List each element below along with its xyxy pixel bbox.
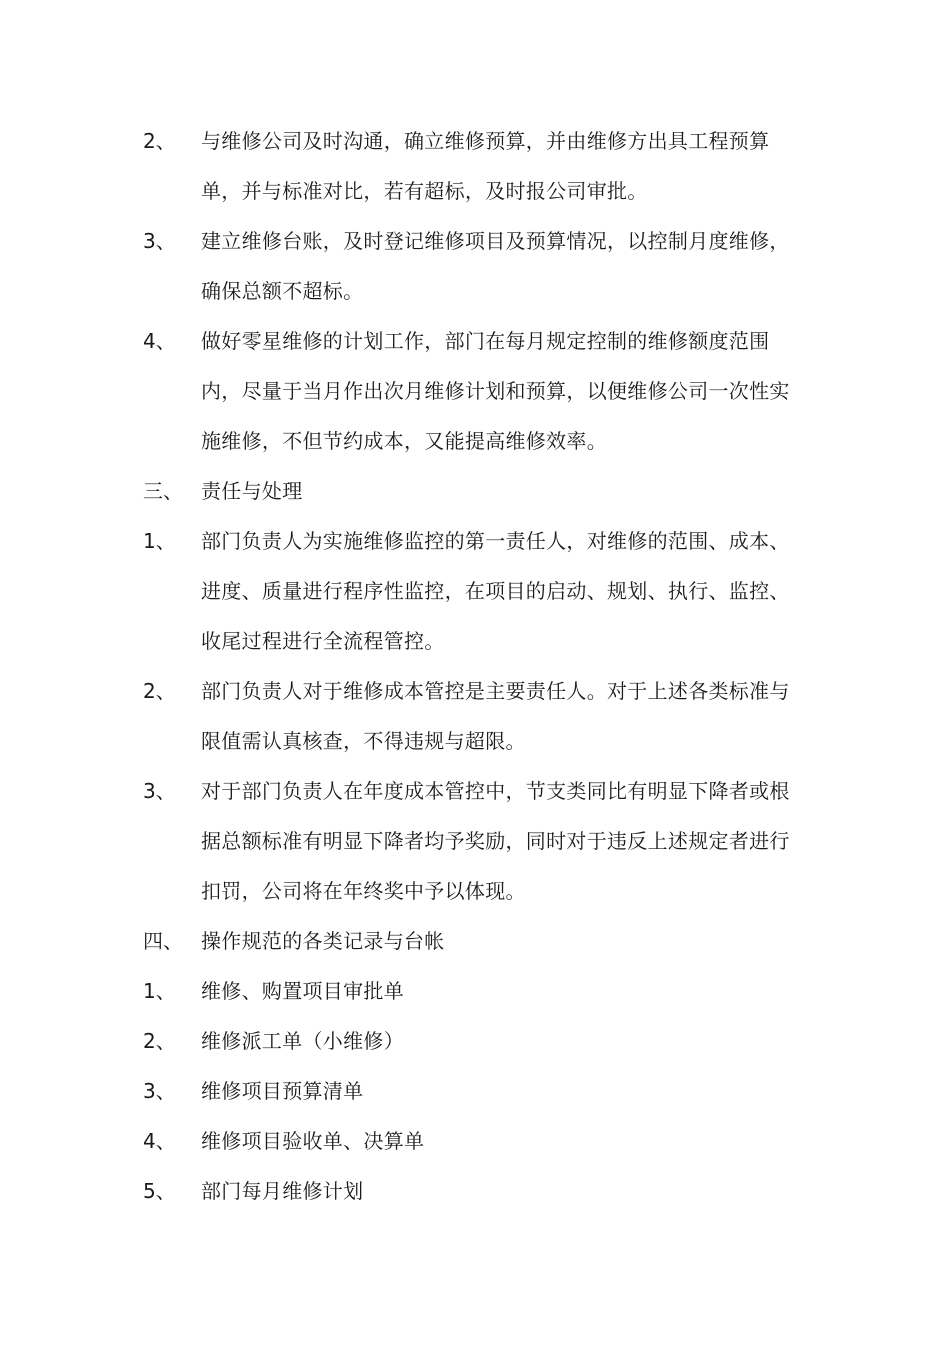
item-text: 维修项目验收单、决算单 — [201, 1129, 425, 1153]
list-item — [143, 666, 803, 766]
item-text: 部门负责人对于维修成本管控是主要责任人。对于上述各类标准与限值需认真核查，不得违规与超限。 — [201, 679, 790, 753]
item-number: 2、 — [143, 1029, 176, 1053]
section-title: 操作规范的各类记录与台帐 — [201, 929, 445, 953]
item-text: 与维修公司及时沟通，确立维修预算，并由维修方出具工程预算单，并与标准对比，若有超标，及时报公司审批。 — [201, 129, 770, 203]
list-item — [143, 1116, 803, 1166]
list-item — [143, 316, 803, 466]
section-number: 四、 — [143, 929, 183, 953]
item-text: 对于部门负责人在年度成本管控中，节支类同比有明显下降者或根据总额标准有明显下降者均予奖励，同时对于违反上述规定者进行扣罚，公司将在年终奖中予以体现。 — [201, 779, 790, 903]
item-number: 3、 — [143, 229, 176, 253]
list-item — [143, 116, 803, 216]
item-number: 1、 — [143, 979, 176, 1003]
section-number: 三、 — [143, 479, 183, 503]
list-item — [143, 766, 803, 916]
item-text: 建立维修台账，及时登记维修项目及预算情况，以控制月度维修，确保总额不超标。 — [201, 229, 790, 303]
item-number: 2、 — [143, 679, 176, 703]
list-item — [143, 1016, 803, 1066]
item-text: 部门每月维修计划 — [201, 1179, 364, 1203]
item-text: 做好零星维修的计划工作，部门在每月规定控制的维修额度范围内，尽量于当月作出次月维修计划和预算，以便维修公司一次性实施维修，不但节约成本，又能提高维修效率。 — [201, 329, 790, 453]
section-title: 责任与处理 — [201, 479, 303, 503]
item-text: 维修项目预算清单 — [201, 1079, 364, 1103]
item-number: 2、 — [143, 129, 176, 153]
item-number: 4、 — [143, 1129, 176, 1153]
item-number: 5、 — [143, 1179, 176, 1203]
item-number: 4、 — [143, 329, 176, 353]
list-item — [143, 516, 803, 666]
section-heading — [143, 466, 803, 516]
item-text: 维修派工单（小维修） — [201, 1029, 404, 1053]
document-body — [143, 116, 803, 1216]
list-item — [143, 1166, 803, 1216]
item-number: 1、 — [143, 529, 176, 553]
item-number: 3、 — [143, 779, 176, 803]
list-item — [143, 1066, 803, 1116]
item-number: 3、 — [143, 1079, 176, 1103]
list-item — [143, 216, 803, 316]
item-text: 部门负责人为实施维修监控的第一责任人，对维修的范围、成本、进度、质量进行程序性监控，在项目的启动、规划、执行、监控、收尾过程进行全流程管控。 — [201, 529, 790, 653]
section-heading — [143, 916, 803, 966]
item-text: 维修、购置项目审批单 — [201, 979, 404, 1003]
list-item — [143, 966, 803, 1016]
